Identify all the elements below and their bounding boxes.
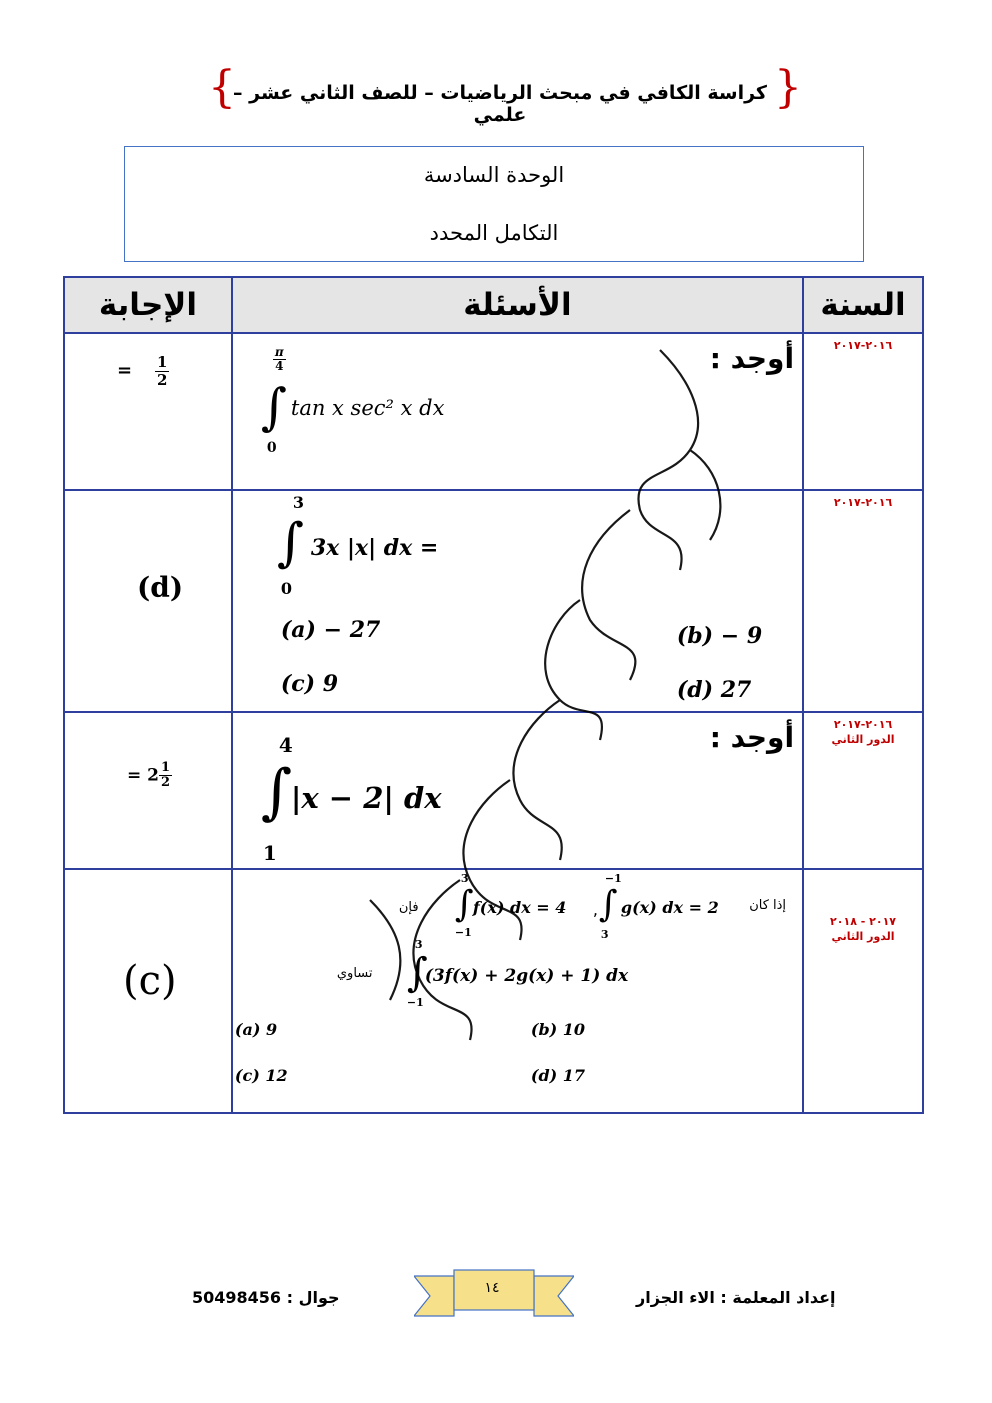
question-cell: [232, 869, 803, 1113]
if-text: إذا كان: [749, 898, 787, 913]
cond1-lower: −1: [454, 926, 472, 939]
lower-limit: 0: [280, 579, 293, 598]
year-label: ٢٠١٧ - ٢٠١٨: [830, 915, 896, 928]
lower-limit: 0: [266, 440, 277, 456]
option-c: (c) 9: [280, 671, 339, 697]
option-a: (a) − 27: [280, 617, 381, 643]
header-answer: الإجابة: [64, 277, 232, 333]
year-label: ٢٠١٦-٢٠١٧: [833, 718, 893, 731]
table-row: [64, 712, 923, 869]
question-prompt: أوجد :: [709, 721, 795, 754]
phone-number: 50498456: [192, 1288, 282, 1307]
answer-value: (c): [123, 958, 177, 1004]
integral-sign: ∫: [260, 757, 293, 827]
cond2-lower: 3: [600, 928, 609, 941]
author-credit: إعداد المعلمة : الاء الجزار: [636, 1288, 836, 1307]
document-title: كراسة الكافي في مبحث الرياضيات – للصف الثاني عشر – علمي: [233, 82, 767, 126]
option-c: (c) 12: [234, 1066, 288, 1085]
table-row: [64, 869, 923, 1113]
answer-value: = $\frac{1}{2}$: [117, 353, 168, 389]
cond1-upper: 3: [460, 872, 469, 885]
option-b: (b) 10: [530, 1020, 586, 1039]
integrand: tan x sec² x dx: [290, 396, 445, 420]
cond2: g(x) dx = 2: [620, 898, 719, 917]
unit-number: الوحدة السادسة: [423, 163, 565, 187]
cond1-integral-sign: ∫: [454, 884, 474, 925]
table-row: [64, 333, 923, 490]
cond1: f(x) dx = 4: [472, 898, 567, 917]
phone-label: جوال :: [286, 1288, 340, 1307]
answer-cell: [64, 333, 232, 490]
main-upper: 3: [414, 938, 423, 951]
lower-limit: 1: [262, 841, 277, 865]
option-d: (d) 17: [530, 1066, 586, 1085]
answer-value: = 2 $\frac{1}{2}$: [127, 760, 171, 791]
year-label: ٢٠١٦-٢٠١٧: [833, 339, 893, 352]
main-integrand: (3f(x) + 2g(x) + 1) dx: [424, 966, 629, 986]
equals-word: تساوي: [336, 966, 373, 981]
question-cell: [232, 333, 803, 490]
document-header: [200, 62, 802, 126]
option-b: (b) − 9: [676, 623, 763, 649]
integrand: 3x |x| dx =: [310, 535, 439, 561]
cond2-upper: −1: [604, 872, 622, 885]
upper-limit: $\frac{\pi}{4}$: [274, 345, 284, 374]
question-cell: [232, 712, 803, 869]
cond2-integral-sign: ∫: [598, 884, 618, 925]
then-text: فإن: [398, 900, 419, 915]
option-a: (a) 9: [234, 1020, 278, 1039]
table-header-row: [64, 277, 923, 333]
year-cell: [803, 712, 923, 869]
upper-limit: 3: [292, 493, 305, 512]
year-note: الدور الثاني: [831, 930, 895, 943]
option-d: (d) 27: [676, 677, 752, 703]
main-lower: −1: [406, 996, 424, 1009]
phone-info: [192, 1288, 340, 1307]
right-brace: }: [774, 62, 802, 113]
table-row: [64, 490, 923, 712]
page-ribbon: [414, 1268, 574, 1324]
questions-table: [63, 276, 924, 1114]
question-cell: [232, 490, 803, 712]
unit-box: [124, 146, 864, 262]
year-cell: [803, 490, 923, 712]
left-brace: {: [208, 62, 236, 113]
integrand: |x − 2| dx: [290, 781, 442, 815]
page-number: ١٤: [484, 1280, 500, 1296]
header-year: السنة: [803, 277, 923, 333]
year-note: الدور الثاني: [831, 733, 895, 746]
comma: ,: [592, 900, 598, 919]
year-cell: [803, 869, 923, 1113]
integral-sign: ∫: [260, 378, 287, 436]
answer-value: (d): [137, 571, 184, 604]
answer-cell: [64, 869, 232, 1113]
year-cell: [803, 333, 923, 490]
question-prompt: أوجد :: [709, 342, 795, 375]
unit-title: التكامل المحدد: [429, 221, 559, 245]
header-questions: الأسئلة: [232, 277, 803, 333]
integral-sign: ∫: [276, 513, 304, 573]
main-integral-sign: ∫: [406, 950, 428, 996]
answer-cell: [64, 490, 232, 712]
answer-cell: [64, 712, 232, 869]
upper-limit: 4: [278, 733, 293, 757]
year-label: ٢٠١٦-٢٠١٧: [833, 496, 893, 509]
